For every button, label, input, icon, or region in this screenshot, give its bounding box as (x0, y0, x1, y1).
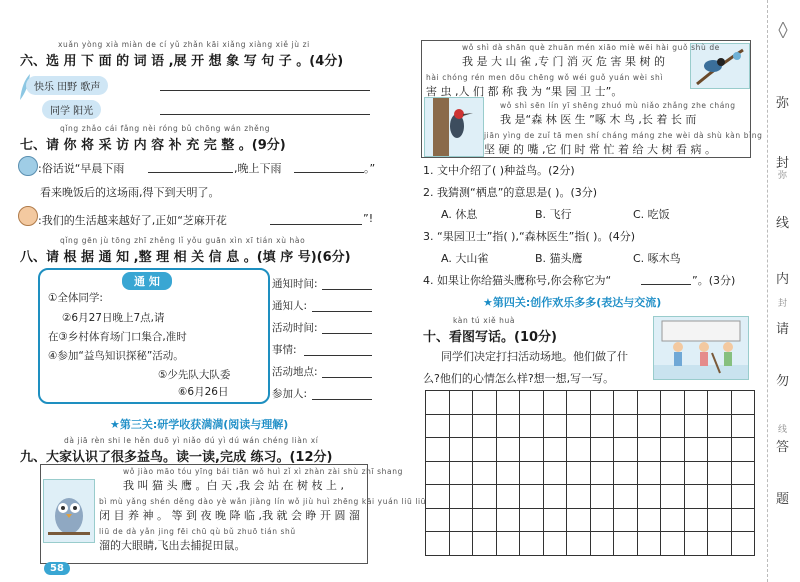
binding-small-2: 封 (778, 299, 788, 309)
passage-line-3: 我 是“森 林 医 生 ”啄 木 鸟 ,长 着 长 而 (500, 113, 697, 126)
q6-pinyin: xuǎn yòng xià miàn de cí yǔ zhǎn kāi xiǎng xiàng xiě jù zi (58, 40, 310, 49)
q3-option-a[interactable]: A. 大山雀 (441, 252, 489, 265)
q4-blank[interactable] (641, 284, 691, 285)
q7-blank-3[interactable] (270, 224, 362, 225)
field-notifier-blank[interactable] (312, 311, 372, 312)
q7-line1-b: ,晚上下雨 (234, 162, 282, 175)
question-4-end: ”。(3分) (692, 274, 736, 287)
stage-3-banner: ★第三关:研学收获满满(阅读与理解) (110, 418, 289, 431)
field-place: 活动地点: (272, 366, 318, 378)
field-participants-blank[interactable] (312, 399, 372, 400)
q2-option-c[interactable]: C. 吃饭 (633, 208, 670, 221)
q8-pinyin: qǐng gēn jù tōng zhī zhěng lǐ yǒu guān xìn xī tián xù hào (60, 236, 306, 245)
q6-phrase-2: 同学 阳光 (42, 100, 101, 119)
q7-line2: 看来晚饭后的这场雨,得下到天明了。 (40, 186, 220, 199)
q10-pinyin: kàn tú xiě huà (453, 316, 516, 325)
binding-char-8: 题 (776, 492, 790, 507)
passage-pinyin-2: hài chóng rén men dōu chēng wǒ wéi guǒ yuán wèi shì (426, 73, 664, 82)
q7-pinyin: qǐng zhǎo cái fǎng nèi róng bǔ chōng wán zhěng (60, 124, 271, 133)
field-activity-time: 活动时间: (272, 322, 318, 334)
passage-pinyin-4: jiān yìng de zuǐ tā men shí cháng máng zhe wèi dà shù kàn bìng (484, 131, 763, 140)
notice-title: 通 知 (122, 272, 172, 290)
q8-heading: 八、请 根 据 通 知 ,整 理 相 关 信 息 。(填 序 号)(6分) (20, 250, 351, 265)
notice-line-6: ⑥6月26日 (178, 386, 229, 398)
q7-blank-1[interactable] (148, 172, 233, 173)
binding-small-3: 线 (778, 425, 788, 435)
q7-line3-b: ”! (363, 212, 374, 225)
binding-char-3: 线 (776, 216, 790, 231)
q7-line3-a: :我们的生活越来越好了,正如“芝麻开花 (38, 214, 227, 227)
binding-char-1: 弥 (776, 96, 790, 111)
writing-grid[interactable] (425, 390, 755, 556)
field-notice-time-blank[interactable] (322, 289, 372, 290)
binding-char-7: 答 (776, 440, 790, 455)
cleaning-illustration (653, 316, 749, 380)
field-notifier: 通知人: (272, 300, 308, 312)
q2-option-b[interactable]: B. 飞行 (535, 208, 572, 221)
q2-option-a[interactable]: A. 休息 (441, 208, 478, 221)
binding-char-2: 封 (776, 156, 790, 171)
passage-line-4: 坚 硬 的 嘴 ,它 们 时 常 忙 着 给 大 树 看 病 。 (484, 143, 716, 156)
q6-heading: 六、选 用 下 面 的 词 语 ,展 开 想 象 写 句 子 。(4分) (20, 54, 344, 69)
q3-option-c[interactable]: C. 啄木鸟 (633, 252, 681, 265)
grandpa-avatar (18, 156, 38, 176)
binding-small-1: 弥 (778, 171, 788, 181)
owl-passage-box (40, 464, 427, 564)
binding-char-6: 勿 (776, 374, 790, 389)
question-1: 1. 文中介绍了( )种益鸟。(2分) (423, 164, 575, 177)
q7-line1-a: :俗话说“早晨下雨 (38, 162, 125, 175)
q9-heading: 九、大家认识了很多益鸟。读一读,完成 练习。(12分) (20, 450, 333, 465)
q10-prompt-1: 同学们决定打扫活动场地。他们做了什 (441, 350, 628, 363)
q6-phrase-1: 快乐 田野 歌声 (26, 76, 108, 95)
binding-margin (767, 0, 800, 582)
notice-line-4: ④参加“益鸟知识探秘”活动。 (48, 350, 184, 362)
q7-blank-2[interactable] (294, 172, 364, 173)
field-activity-time-blank[interactable] (322, 333, 372, 334)
passage-pinyin-3: wǒ shì sēn lín yī shēng zhuó mù niǎo zhǎng zhe cháng (500, 101, 736, 110)
question-2: 2. 我猜测“栖息”的意思是( )。(3分) (423, 186, 598, 199)
passage-line-2: 害 虫 ,人 们 都 称 我 为 “果 园 卫 士”。 (426, 85, 623, 98)
passage-pinyin-1: wǒ shì dà shān què zhuān mén xiāo miè wēi hài guǒ shù de (462, 43, 720, 52)
field-place-blank[interactable] (322, 377, 372, 378)
rocket-icon (777, 22, 789, 38)
field-matter: 事情: (272, 344, 297, 356)
q7-line1-c: 。” (364, 162, 376, 175)
q10-prompt-2: 么?他们的心情怎么样?想一想,写一写。 (423, 372, 615, 385)
q6-answer-line-1[interactable] (160, 90, 370, 91)
birds-passage-box (421, 40, 763, 158)
stage-4-banner: ★第四关:创作欢乐多多(表达与交流) (483, 296, 662, 309)
field-notice-time: 通知时间: (272, 278, 318, 290)
q3-option-b[interactable]: B. 猫头鹰 (535, 252, 583, 265)
notice-box (38, 268, 270, 404)
q9-passage-line-1: 我 叫 猫 头 鹰 。白 天 ,我 会 站 在 树 枝 上 , (123, 479, 344, 492)
q9-passage-pinyin-2: bì mù yǎng shén děng dào yè wǎn jiàng lín wǒ jiù huì zhēng kāi yuán liū liū (99, 497, 427, 506)
right-page (405, 0, 765, 582)
field-participants: 参加人: (272, 388, 308, 400)
owl-illustration (43, 479, 95, 543)
notice-line-2: ②6月27日晚上7点,请 (62, 312, 165, 324)
q9-passage-line-2: 闭 目 养 神 。 等 到 夜 晚 降 临 ,我 就 会 睁 开 圆 溜 (99, 509, 360, 522)
child-avatar (18, 206, 38, 226)
q9-passage-line-3: 溜的大眼睛,飞出去捕捉田鼠。 (99, 539, 246, 552)
q9-passage-pinyin-3: liū de dà yǎn jing fēi chū qù bǔ zhuō tián shǔ (99, 527, 296, 536)
notice-line-1: ①全体同学: (48, 292, 103, 304)
notice-line-3: 在③乡村体育场门口集合,准时 (48, 331, 187, 343)
passage-line-1: 我 是 大 山 雀 ,专 门 消 灭 危 害 果 树 的 (462, 55, 665, 68)
binding-char-4: 内 (776, 272, 790, 287)
q10-heading: 十、看图写话。(10分) (423, 330, 557, 345)
field-matter-blank[interactable] (304, 355, 372, 356)
page-number: 58 (44, 562, 70, 575)
question-3: 3. “果园卫士”指( ),“森林医生”指( )。(4分) (423, 230, 636, 243)
q9-pinyin: dà jiā rèn shi le hěn duō yì niǎo dú yì dú wán chéng liàn xí (64, 436, 319, 445)
q9-passage-pinyin-1: wǒ jiào māo tóu yīng bái tiān wǒ huì zǐ xì zhàn zài shù zhī shang (123, 467, 403, 476)
woodpecker-illustration (424, 97, 484, 157)
notice-line-5: ⑤少先队大队委 (158, 369, 231, 381)
q6-answer-line-2[interactable] (160, 114, 370, 115)
q7-heading: 七、请 你 将 采 访 内 容 补 充 完 整 。(9分) (20, 138, 286, 153)
question-4: 4. 如果让你给猫头鹰称号,你会称它为“ (423, 274, 612, 287)
binding-char-5: 请 (776, 322, 790, 337)
